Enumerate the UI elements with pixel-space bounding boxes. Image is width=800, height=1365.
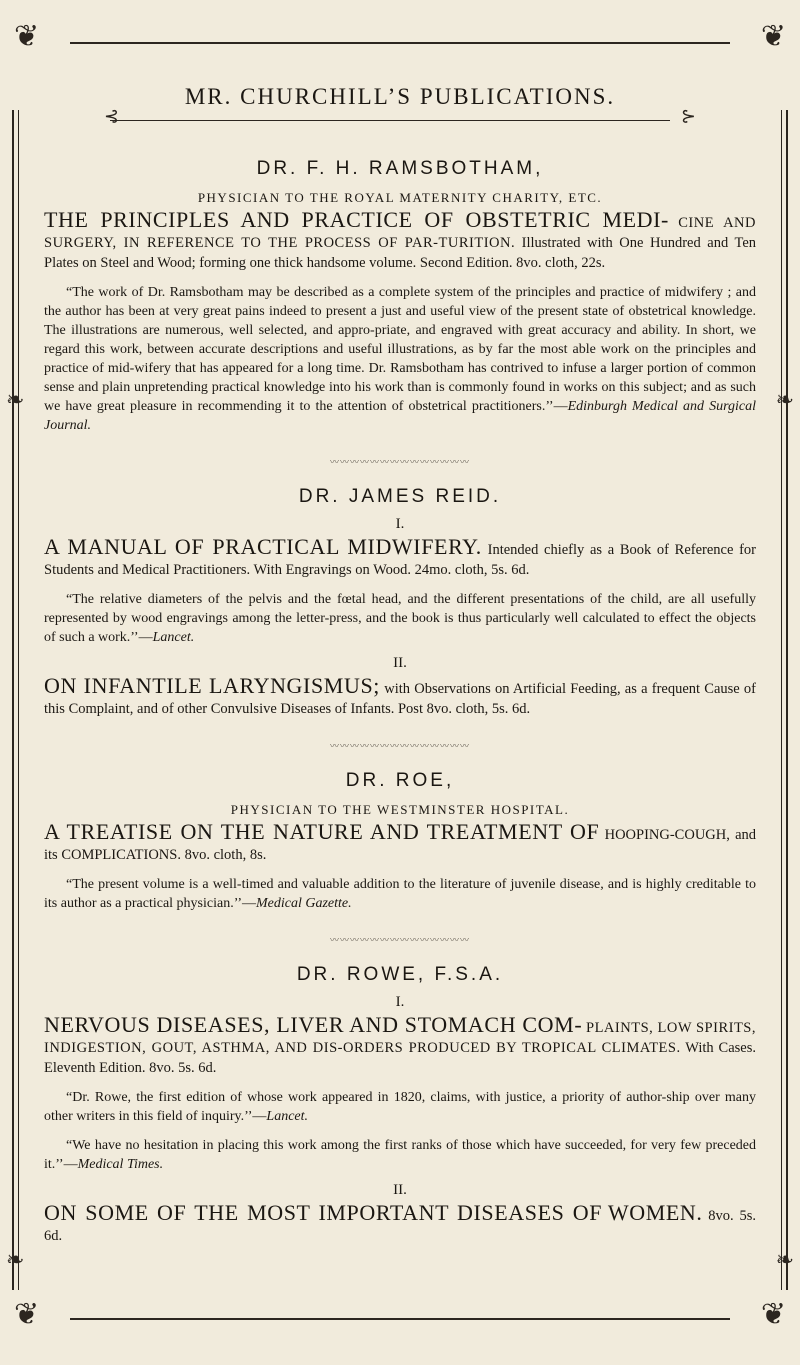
quote-text: “The relative diameters of the pelvis and the fœtal head, and the different presentations of the child, are all usefully represented by wood engravings among the letter-press, and the book is thus particularly well calculated to effect the objects of such a work.’’—: [44, 592, 756, 645]
author-section-roe: [44, 770, 756, 913]
work-title-rest: WOMEN.: [607, 1200, 703, 1225]
quote-text: “Dr. Rowe, the first edition of whose work appeared in 1820, claims, with justice, a priority of author-ship over many other writers in this field of inquiry.’’—: [44, 1090, 756, 1124]
work-title-rest: CINE AND SURGERY, IN REFERENCE TO THE PROCESS OF PAR-TURITION.: [44, 215, 756, 251]
right-border-inner: [781, 110, 782, 1290]
work-numeral: II.: [393, 655, 407, 671]
author-section-rowe: [44, 964, 756, 1246]
left-border-inner: [18, 110, 19, 1290]
work-numeral: II.: [393, 1182, 407, 1198]
side-ornament-icon: ❧: [775, 1248, 794, 1273]
review-quote: [44, 875, 756, 913]
author-name: DR. F. H. RAMSBOTHAM,: [256, 158, 544, 179]
quote-source: Medical Gazette.: [256, 896, 352, 911]
author-name: DR. ROWE, F.S.A.: [296, 964, 504, 985]
bottom-rule: [70, 1318, 730, 1320]
left-border: [12, 110, 14, 1290]
work-title: [44, 207, 757, 273]
author-name: DR. JAMES REID.: [298, 486, 502, 507]
corner-ornament-icon: ❦: [14, 19, 40, 54]
side-ornament-icon: ❧: [6, 388, 25, 413]
rule-ornament-icon: ⊰: [104, 106, 120, 127]
section-divider: 〰〰〰〰〰〰〰〰〰〰〰〰〰〰: [329, 742, 470, 752]
right-border: [786, 110, 788, 1290]
work-details: With Cases. Eleventh Edition. 8vo. 5s. 6d.: [44, 1040, 757, 1076]
section-divider: 〰〰〰〰〰〰〰〰〰〰〰〰〰〰: [329, 458, 470, 468]
publications-list: [44, 158, 756, 1246]
header-underline: [110, 120, 670, 121]
review-quote: [44, 590, 756, 647]
work-details: 8vo. 5s. 6d.: [44, 1208, 756, 1244]
author-section-ramsbotham: [44, 158, 756, 435]
work-title-rest: Intended chiefly as a Book of Reference for Students and Medical Practitioners. With Engravings on Wood. 24mo. cloth, 5s. 6d.: [44, 542, 757, 578]
work-title-lead: THE PRINCIPLES AND PRACTICE OF OBSTETRIC MEDI-: [44, 207, 669, 232]
review-quote: [44, 1088, 756, 1126]
top-rule: [70, 42, 730, 44]
work-title-rest: HOOPING-COUGH, and its COMPLICATIONS. 8vo. cloth, 8s.: [44, 827, 757, 863]
work-title-lead: A MANUAL OF PRACTICAL MIDWIFERY.: [44, 534, 482, 559]
author-name: DR. ROE,: [345, 770, 455, 791]
work-title: [44, 534, 757, 580]
corner-ornament-icon: ❦: [760, 1297, 786, 1332]
work-numeral: I.: [395, 516, 405, 532]
quote-source: Lancet.: [266, 1109, 309, 1124]
work-title-rest: PLAINTS, LOW SPIRITS, INDIGESTION, GOUT, ASTHMA, AND DIS-ORDERS PRODUCED BY TROPICAL CLIMATES.: [44, 1020, 756, 1056]
author-subtitle: PHYSICIAN TO THE WESTMINSTER HOSPITAL.: [230, 802, 570, 817]
rule-ornament-icon: ⊱: [680, 106, 696, 127]
side-ornament-icon: ❧: [775, 388, 794, 413]
review-quote: [44, 1136, 756, 1174]
author-subtitle: PHYSICIAN TO THE ROYAL MATERNITY CHARITY, ETC.: [197, 190, 603, 205]
work-title: [44, 1012, 757, 1078]
work-title: [44, 819, 757, 865]
work-title-lead: ON SOME OF THE MOST IMPORTANT DISEASES OF: [44, 1200, 603, 1225]
quote-text: “We have no hesitation in placing this work among the first ranks of those which have succeeded, for very few preceded it.’’—: [44, 1138, 756, 1172]
work-title-lead: ON INFANTILE LARYNGISMUS;: [44, 673, 381, 698]
work-title-lead: NERVOUS DISEASES, LIVER AND STOMACH COM-: [44, 1012, 583, 1037]
quote-source: Lancet.: [152, 630, 195, 645]
page-header-title: MR. CHURCHILL’S PUBLICATIONS.: [184, 84, 616, 109]
author-section-reid: [44, 486, 756, 719]
quote-source: Edinburgh Medical and Surgical Journal.: [44, 399, 756, 433]
quote-text: “The work of Dr. Ramsbotham may be described as a complete system of the principles and practice of midwifery ; and the author has been at very great pains indeed to present a just and useful view of the present state of obstetrical knowledge. The illustrations are numerous, well selected, and appro-priate, and engraved with great accuracy and ability. In short, we regard this work, between accurate descriptions and useful illustrations, as by far the most able work on the principles and practice of mid-wifery that has appeared for a long time. Dr. Ramsbotham has contrived to infuse a larger portion of common sense and plain unpretending practical knowledge into his work than is commonly found in works on this subject; and as such we have great pleasure in recommending it to the attention of obstetrical practitioners.’’—: [44, 285, 756, 414]
corner-ornament-icon: ❦: [14, 1297, 40, 1332]
section-divider: 〰〰〰〰〰〰〰〰〰〰〰〰〰〰: [329, 936, 470, 946]
work-title-lead: A TREATISE ON THE NATURE AND TREATMENT OF: [44, 819, 600, 844]
quote-source: Medical Times.: [77, 1157, 164, 1172]
review-quote: [44, 283, 756, 435]
quote-text: “The present volume is a well-timed and valuable addition to the literature of juvenile disease, and is highly creditable to its author as a practical physician.’’—: [44, 877, 756, 911]
work-details: Illustrated with One Hundred and Ten Plates on Steel and Wood; forming one thick handsome volume. Second Edition. 8vo. cloth, 22s.: [44, 235, 757, 271]
work-numeral: I.: [395, 994, 405, 1010]
work-title: [44, 1200, 756, 1246]
corner-ornament-icon: ❦: [760, 19, 786, 54]
work-title: [44, 673, 757, 719]
work-title-rest: with Observations on Artificial Feeding, as a frequent Cause of this Complaint, and of other Convulsive Diseases of Infants. Post 8vo. cloth, 5s. 6d.: [44, 681, 757, 717]
side-ornament-icon: ❧: [6, 1248, 25, 1273]
